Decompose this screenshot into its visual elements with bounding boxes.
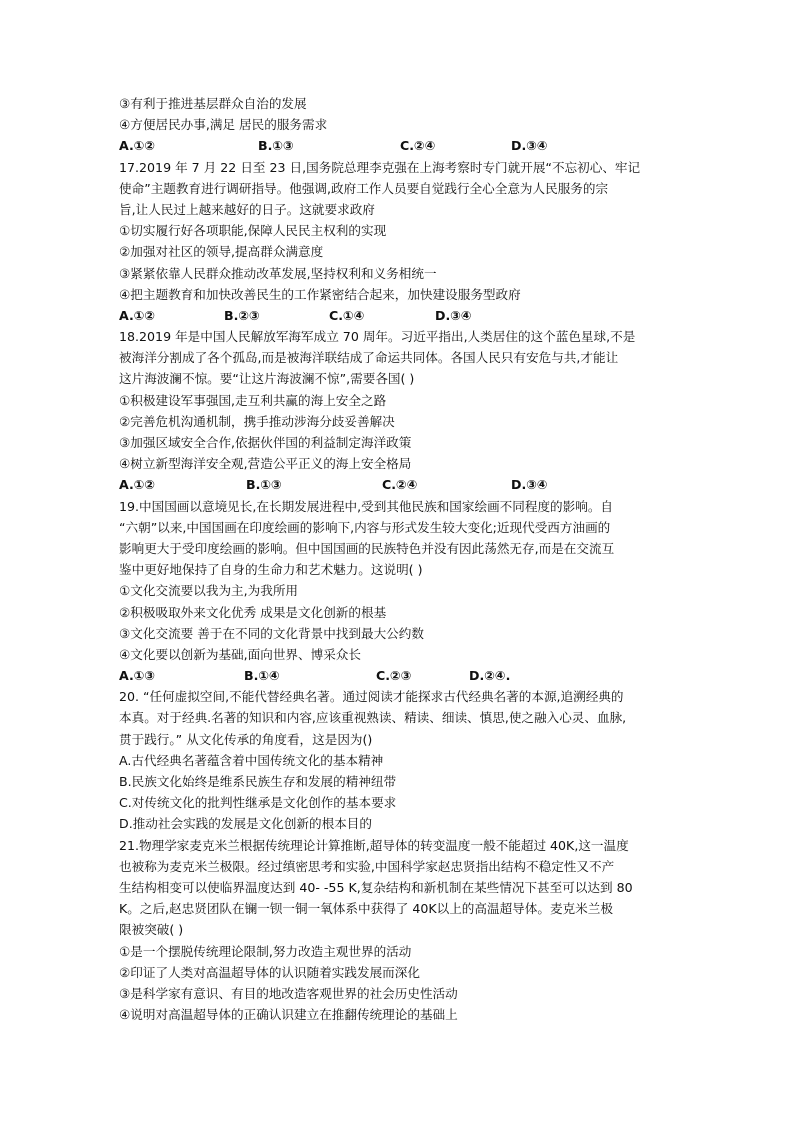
q21-stem-line-1: 21.物理学家麦克米兰根据传统理论计算推断,超导体的转变温度一般不能超过 40K,这一温度 bbox=[119, 837, 629, 853]
q18-answer-a: A.①② bbox=[119, 477, 156, 493]
q18-stem-line-3: 这片海波澜不惊。要“让这片海波澜不惊”,需要各国( ) bbox=[119, 371, 415, 387]
q21-option-4: ④说明对高温超导体的正确认识建立在推翻传统理论的基础上 bbox=[119, 1007, 458, 1023]
q18-answer-d: D.③④ bbox=[511, 477, 548, 493]
q21-option-1: ①是一个摆脱传统理论限制,努力改造主观世界的活动 bbox=[119, 943, 412, 959]
q21-stem-line-3: 生结构相变可以使临界温度达到 40- -55 K,复杂结构和新机制在某些情况下甚至可以达到 80 bbox=[119, 879, 633, 895]
q21-option-2: ②印证了人类对高温超导体的认识随着实践发展而深化 bbox=[119, 964, 420, 980]
q18-option-4: ④树立新型海洋安全观,营造公平正义的海上安全格局 bbox=[119, 456, 412, 472]
q19-answer-a: A.①③ bbox=[119, 668, 156, 684]
q16-option-4: ④方便居民办事,满足 居民的服务需求 bbox=[119, 117, 328, 133]
q20-option-d: D.推动社会实践的发展是文化创新的根本目的 bbox=[119, 816, 372, 832]
q16-answer-b: B.①③ bbox=[258, 138, 294, 154]
q18-option-2: ②完善危机沟通机制，携手推动涉海分歧妥善解决 bbox=[119, 413, 395, 429]
q17-answer-b: B.②③ bbox=[224, 307, 260, 323]
q17-answer-a: A.①② bbox=[119, 307, 156, 323]
q21-stem-line-2: 也被称为麦克米兰极限。经过缜密思考和实验,中国科学家赵忠贤指出结构不稳定性又不产 bbox=[119, 858, 615, 874]
q20-stem-line-2: 本真。对于经典.名著的知识和内容,应该重视熟读、精读、细读、慎思,使之融入心灵、血脉, bbox=[119, 710, 627, 726]
q19-answer-b: B.①④ bbox=[244, 668, 280, 684]
q21-option-3: ③是科学家有意识、有目的地改造客观世界的社会历史性活动 bbox=[119, 985, 458, 1001]
q19-answers bbox=[119, 665, 679, 686]
q17-option-4: ④把主题教育和加快改善民生的工作紧密结合起来，加快建设服务型政府 bbox=[119, 286, 521, 302]
q17-answers bbox=[119, 305, 679, 326]
q19-stem-line-3: 影响更大于受印度绘画的影响。但中国国画的民族特色并没有因此荡然无存,而是在交流互 bbox=[119, 540, 615, 556]
q17-option-2: ②加强对社区的领导,提高群众满意度 bbox=[119, 244, 324, 260]
q17-option-3: ③紧紧依靠人民群众推动改革发展,坚持权利和义务相统一 bbox=[119, 265, 437, 281]
q19-answer-d: D.②④. bbox=[469, 668, 511, 684]
q20-option-a: A.古代经典名著蕴含着中国传统文化的基本精神 bbox=[119, 752, 384, 768]
q16-answer-c: C.②④ bbox=[400, 138, 436, 154]
q17-option-1: ①切实履行好各项职能,保障人民民主权利的实现 bbox=[119, 223, 387, 239]
q18-stem-line-1: 18.2019 年是中国人民解放军海军成立 70 周年。习近平指出,人类居住的这个蓝色星球,不是 bbox=[119, 329, 636, 345]
q17-stem-line-3: 旨,让人民过上越来越好的日子。这就要求政府 bbox=[119, 201, 375, 217]
q20-option-b: B.民族文化始终是维系民族生存和发展的精神纽带 bbox=[119, 774, 397, 789]
q18-stem-line-2: 被海洋分割成了各个孤岛,而是被海洋联结成了命运共同体。各国人民只有安危与共,才能让 bbox=[119, 350, 619, 366]
q17-stem-line-2: 使命”主题教育进行调研指导。他强调,政府工作人员要自觉践行全心全意为人民服务的宗 bbox=[119, 180, 609, 196]
q21-stem-line-4: K。之后,赵忠贤团队在镧一钡一铜一氧体系中获得了 40K以上的高温超导体。麦克米兰极 bbox=[119, 901, 613, 917]
q18-answers bbox=[119, 474, 679, 495]
q19-stem-line-2: “六朝”以来,中国国画在印度绘画的影响下,内容与形式发生较大变化;近现代受西方油画的 bbox=[119, 519, 611, 535]
exam-page bbox=[119, 93, 679, 1025]
q17-answer-d: D.③④ bbox=[435, 307, 472, 323]
q18-option-1: ①积极建设军事强国,走互利共赢的海上安全之路 bbox=[119, 392, 387, 408]
q19-stem-line-4: 鉴中更好地保持了自身的生命力和艺术魅力。这说明( ) bbox=[119, 562, 423, 578]
q19-answer-c: C.②③ bbox=[376, 668, 412, 684]
q20-option-c: C.对传统文化的批判性继承是文化创作的基本要求 bbox=[119, 795, 397, 811]
q18-answer-b: B.①③ bbox=[246, 477, 282, 493]
q18-option-3: ③加强区域安全合作,依据伙伴国的利益制定海洋政策 bbox=[119, 435, 412, 450]
q19-option-2: ②积极吸取外来文化优秀 成果是文化创新的根基 bbox=[119, 604, 387, 620]
q16-answers bbox=[119, 135, 679, 156]
q20-stem-line-3: 贯于践行。” 从文化传承的角度看，这是因为() bbox=[119, 731, 373, 747]
q17-stem-line-1: 17.2019 年 7 月 22 日至 23 日,国务院总理李克强在上海考察时专门就开展“不忘初心、牢记 bbox=[119, 159, 641, 175]
q16-answer-a: A.①② bbox=[119, 138, 156, 154]
q19-option-1: ①文化交流要以我为主,为我所用 bbox=[119, 583, 299, 599]
q17-answer-c: C.①④ bbox=[329, 307, 365, 323]
q19-option-4: ④文化要以创新为基础,面向世界、博采众长 bbox=[119, 646, 361, 662]
q20-stem-line-1: 20. “任何虚拟空间,不能代替经典名著。通过阅读才能探求古代经典名著的本源,追溯经典的 bbox=[119, 689, 624, 705]
q19-option-3: ③文化交流要 善于在不同的文化背景中找到最大公约数 bbox=[119, 625, 424, 641]
q21-stem-line-5: 限被突破( ) bbox=[119, 922, 184, 938]
q18-answer-c: C.②④ bbox=[382, 477, 418, 493]
q16-answer-d: D.③④ bbox=[511, 138, 548, 154]
q19-stem-line-1: 19.中国国画以意境见长,在长期发展进程中,受到其他民族和国家绘画不同程度的影响。自 bbox=[119, 498, 614, 514]
q16-option-3: ③有利于推进基层群众自治的发展 bbox=[119, 96, 307, 111]
